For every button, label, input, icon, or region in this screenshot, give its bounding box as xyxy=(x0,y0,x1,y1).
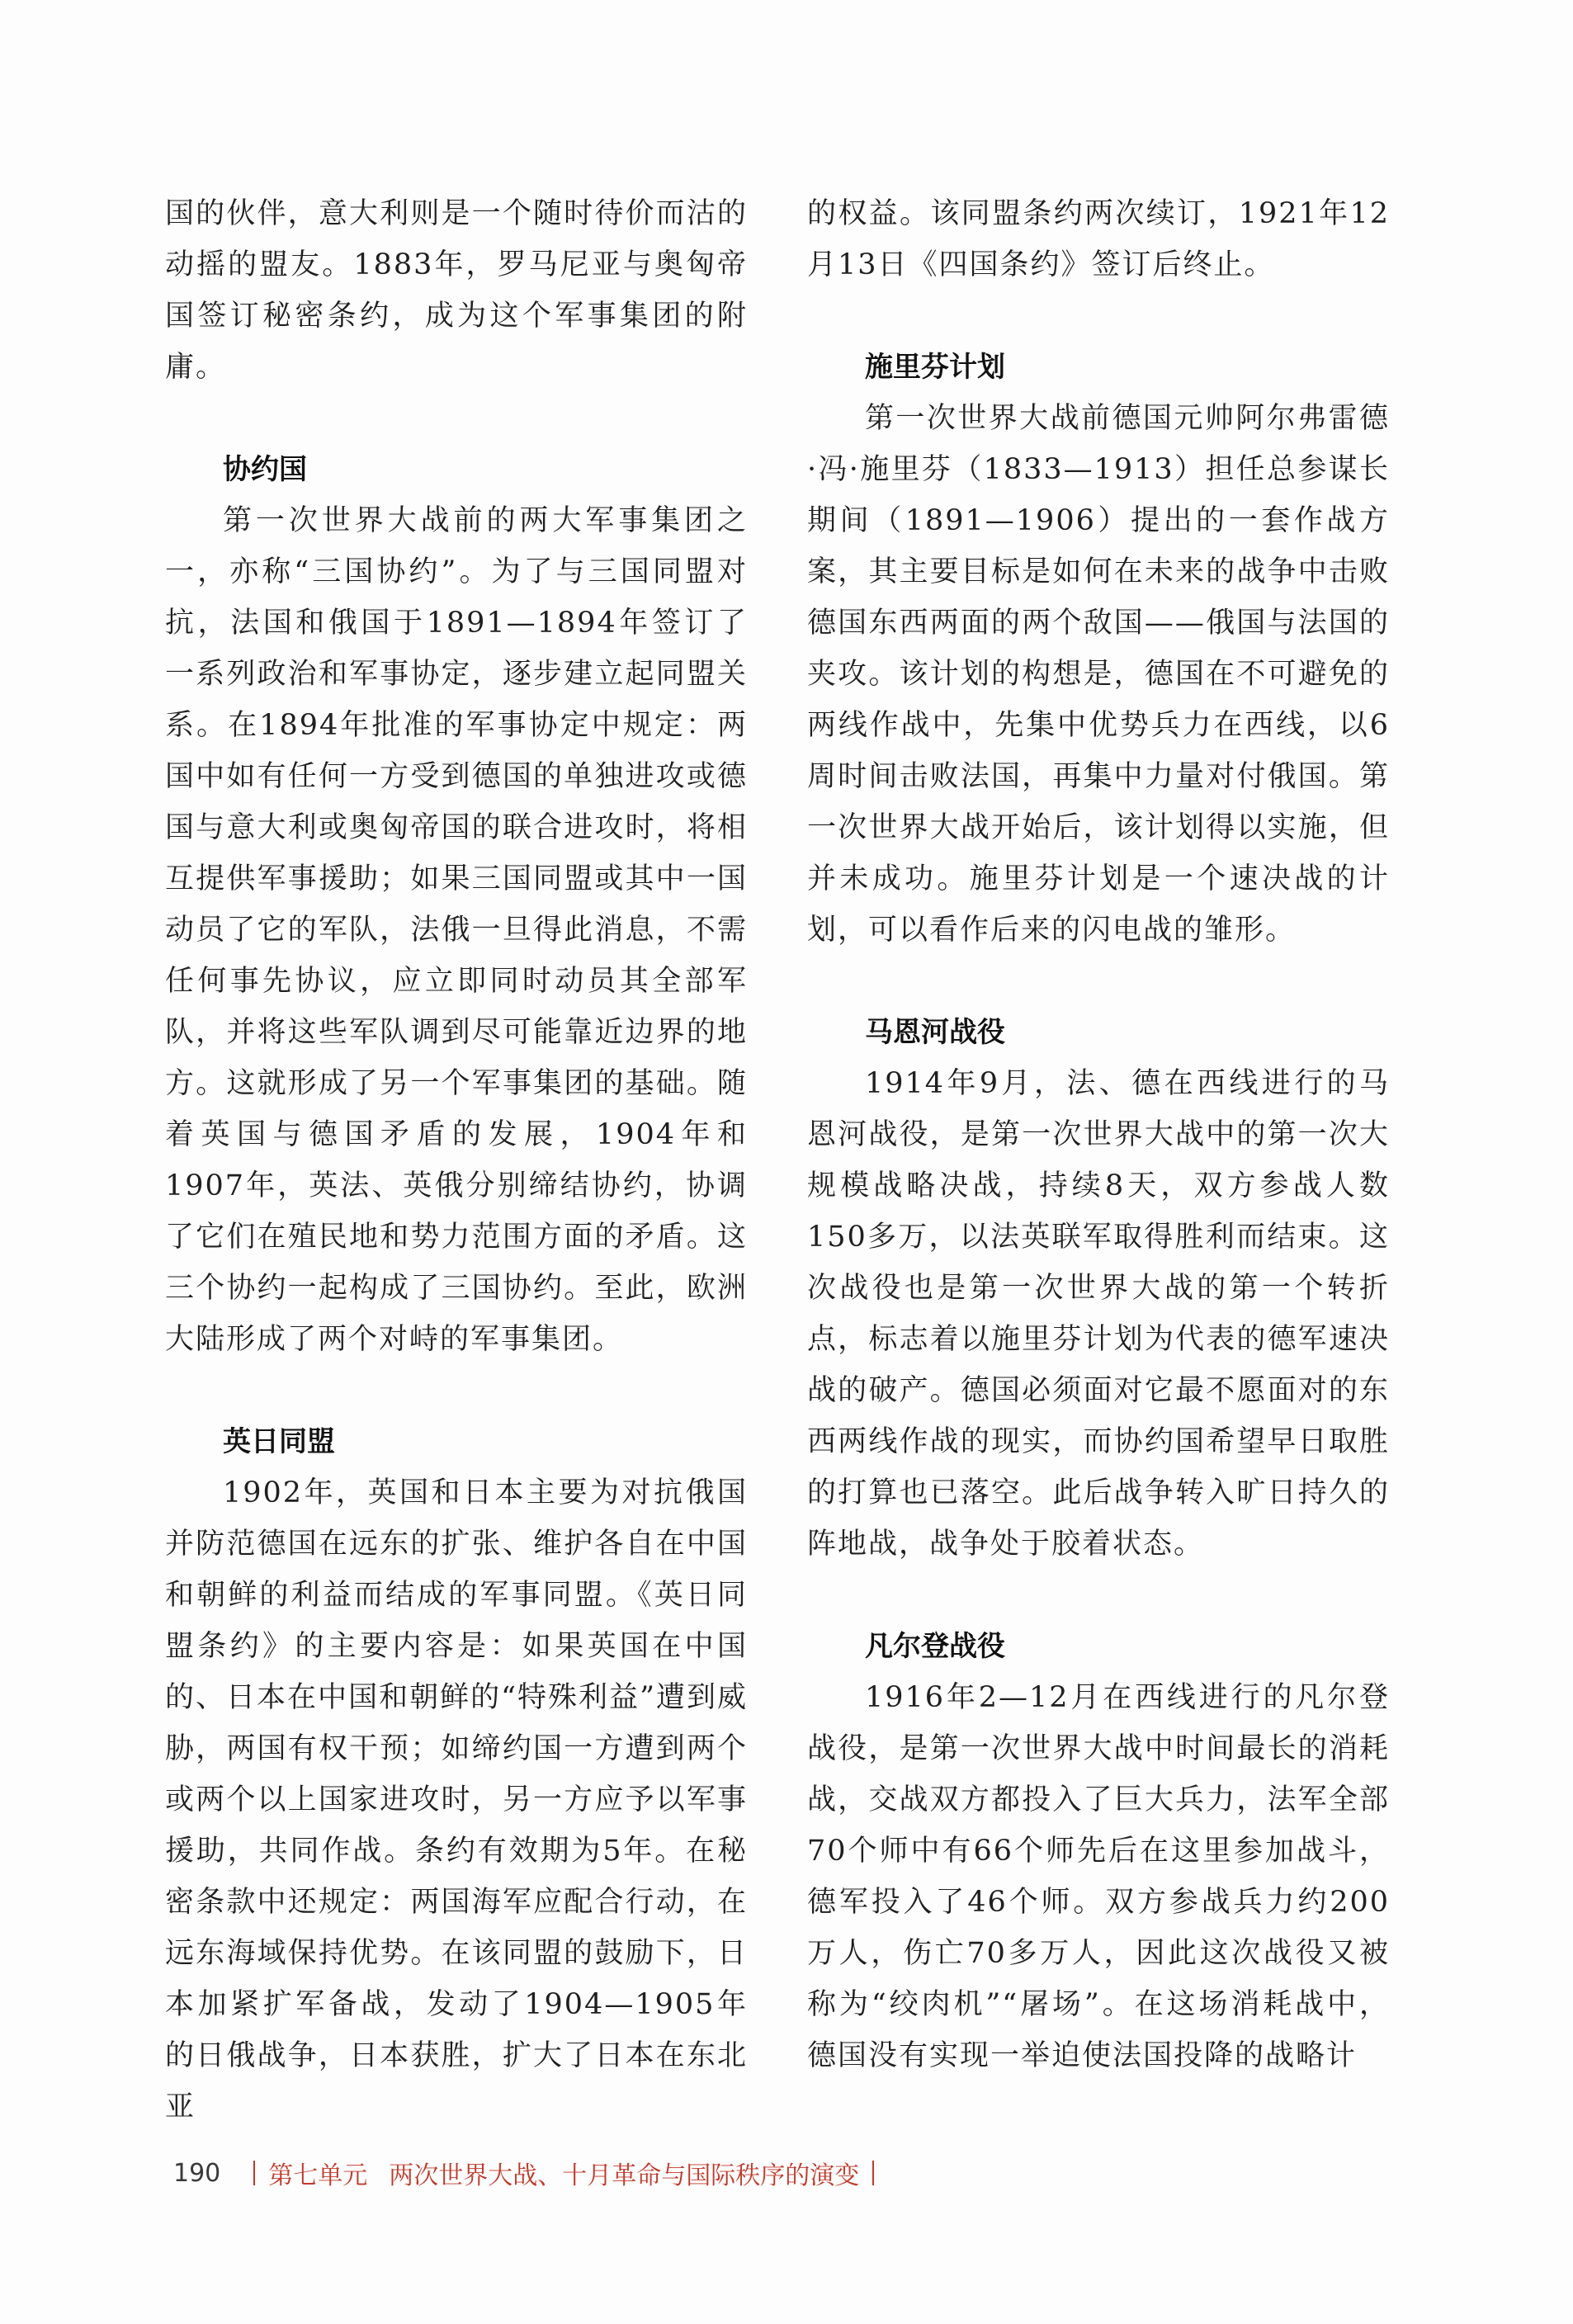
footer-divider-right xyxy=(872,2161,874,2185)
section-heading-battle-of-verdun: 凡尔登战役 xyxy=(865,1630,1005,1663)
right-column xyxy=(807,188,1390,2081)
section-body-battle-of-verdun: 1916年2—12月在西线进行的凡尔登战役，是第一次世界大战中时间最长的消耗战，交战双方都投入了巨大兵力，法军全部70个师中有66个师先后在这里参加战斗，德军投入了46个师。双方参战兵力约200万人，伤亡70多万人，因此这次战役又被称为“绞肉机”“屠场”。在这场消耗战中，德国没有实现一举迫使法国投降的战略计 xyxy=(807,1681,1390,2072)
section-battle-of-marne xyxy=(807,1007,1390,1570)
section-body-anglo-japanese-alliance: 1902年，英国和日本主要为对抗俄国并防范德国在远东的扩张、维护各自在中国和朝鲜的利益而结成的军事同盟。《英日同盟条约》的主要内容是：如果英国在中国的、日本在中国和朝鲜的“特殊利益”遭到威胁，两国有权干预；如缔约国一方遭到两个或两个以上国家进攻时，另一方应予以军事援助，共同作战。条约有效期为5年。在秘密条款中还规定：两国海军应配合行动，在远东海域保持优势。在该同盟的鼓励下，日本加紧扩军备战，发动了1904—1905年的日俄战争，日本获胜，扩大了日本在东北亚 xyxy=(165,1476,748,2123)
page-footer xyxy=(173,2152,874,2194)
section-body-battle-of-marne: 1914年9月，法、德在西线进行的马恩河战役，是第一次世界大战中的第一次大规模战略决战，持续8天，双方参战人数150多万，以法英联军取得胜利而结束。这次战役也是第一次世界大战的第一个转折点，标志着以施里芬计划为代表的德军速决战的破产。德国必须面对它最不愿面对的东西两线作战的现实，而协约国希望早日取胜的打算也已落空。此后战争转入旷日持久的阵地战，战争处于胶着状态。 xyxy=(807,1067,1390,1561)
section-anglo-japanese-alliance xyxy=(165,1416,748,2133)
section-heading-battle-of-marne: 马恩河战役 xyxy=(865,1016,1005,1049)
section-battle-of-verdun xyxy=(807,1621,1390,2081)
right-continuation-paragraph: 的权益。该同盟条约两次续订，1921年12月13日《四国条约》签订后终止。 xyxy=(807,197,1390,281)
section-schlieffen-plan xyxy=(807,342,1390,956)
section-entente xyxy=(165,444,748,1365)
section-heading-schlieffen-plan: 施里芬计划 xyxy=(865,351,1005,384)
section-body-schlieffen-plan: 第一次世界大战前德国元帅阿尔弗雷德·冯·施里芬（1833—1913）担任总参谋长期间（1891—1906）提出的一套作战方案，其主要目标是如何在未来的战争中击败德国东西两面的两个敌国——俄国与法国的夹攻。该计划的构想是，德国在不可避免的两线作战中，先集中优势兵力在西线，以6周时间击败法国，再集中力量对付俄国。第一次世界大战开始后，该计划得以实施，但并未成功。施里芬计划是一个速决战的计划，可以看作后来的闪电战的雏形。 xyxy=(807,402,1390,947)
footer-unit-title: 两次世界大战、十月革命与国际秩序的演变 xyxy=(389,2161,860,2190)
section-heading-entente: 协约国 xyxy=(223,453,307,486)
footer-divider-left xyxy=(253,2161,255,2185)
left-continuation-paragraph: 国的伙伴，意大利则是一个随时待价而沽的动摇的盟友。1883年，罗马尼亚与奥匈帝国签订秘密条约，成为这个军事集团的附庸。 xyxy=(165,197,748,384)
footer-unit-label: 第七单元 xyxy=(268,2161,368,2190)
section-body-entente: 第一次世界大战前的两大军事集团之一，亦称“三国协约”。为了与三国同盟对抗，法国和俄国于1891—1894年签订了一系列政治和军事协定，逐步建立起同盟关系。在1894年批准的军事协定中规定：两国中如有任何一方受到德国的单独进攻或德国与意大利或奥匈帝国的联合进攻时，将相互提供军事援助；如果三国同盟或其中一国动员了它的军队，法俄一旦得此消息，不需任何事先协议，应立即同时动员其全部军队，并将这些军队调到尽可能靠近边界的地方。这就形成了另一个军事集团的基础。随着英国与德国矛盾的发展，1904年和1907年，英法、英俄分别缔结协约，协调了它们在殖民地和势力范围方面的矛盾。这三个协约一起构成了三国协约。至此，欧洲大陆形成了两个对峙的军事集团。 xyxy=(165,504,748,1356)
left-column xyxy=(165,188,748,2133)
page-number: 190 xyxy=(173,2158,221,2188)
section-heading-anglo-japanese-alliance: 英日同盟 xyxy=(223,1425,335,1458)
